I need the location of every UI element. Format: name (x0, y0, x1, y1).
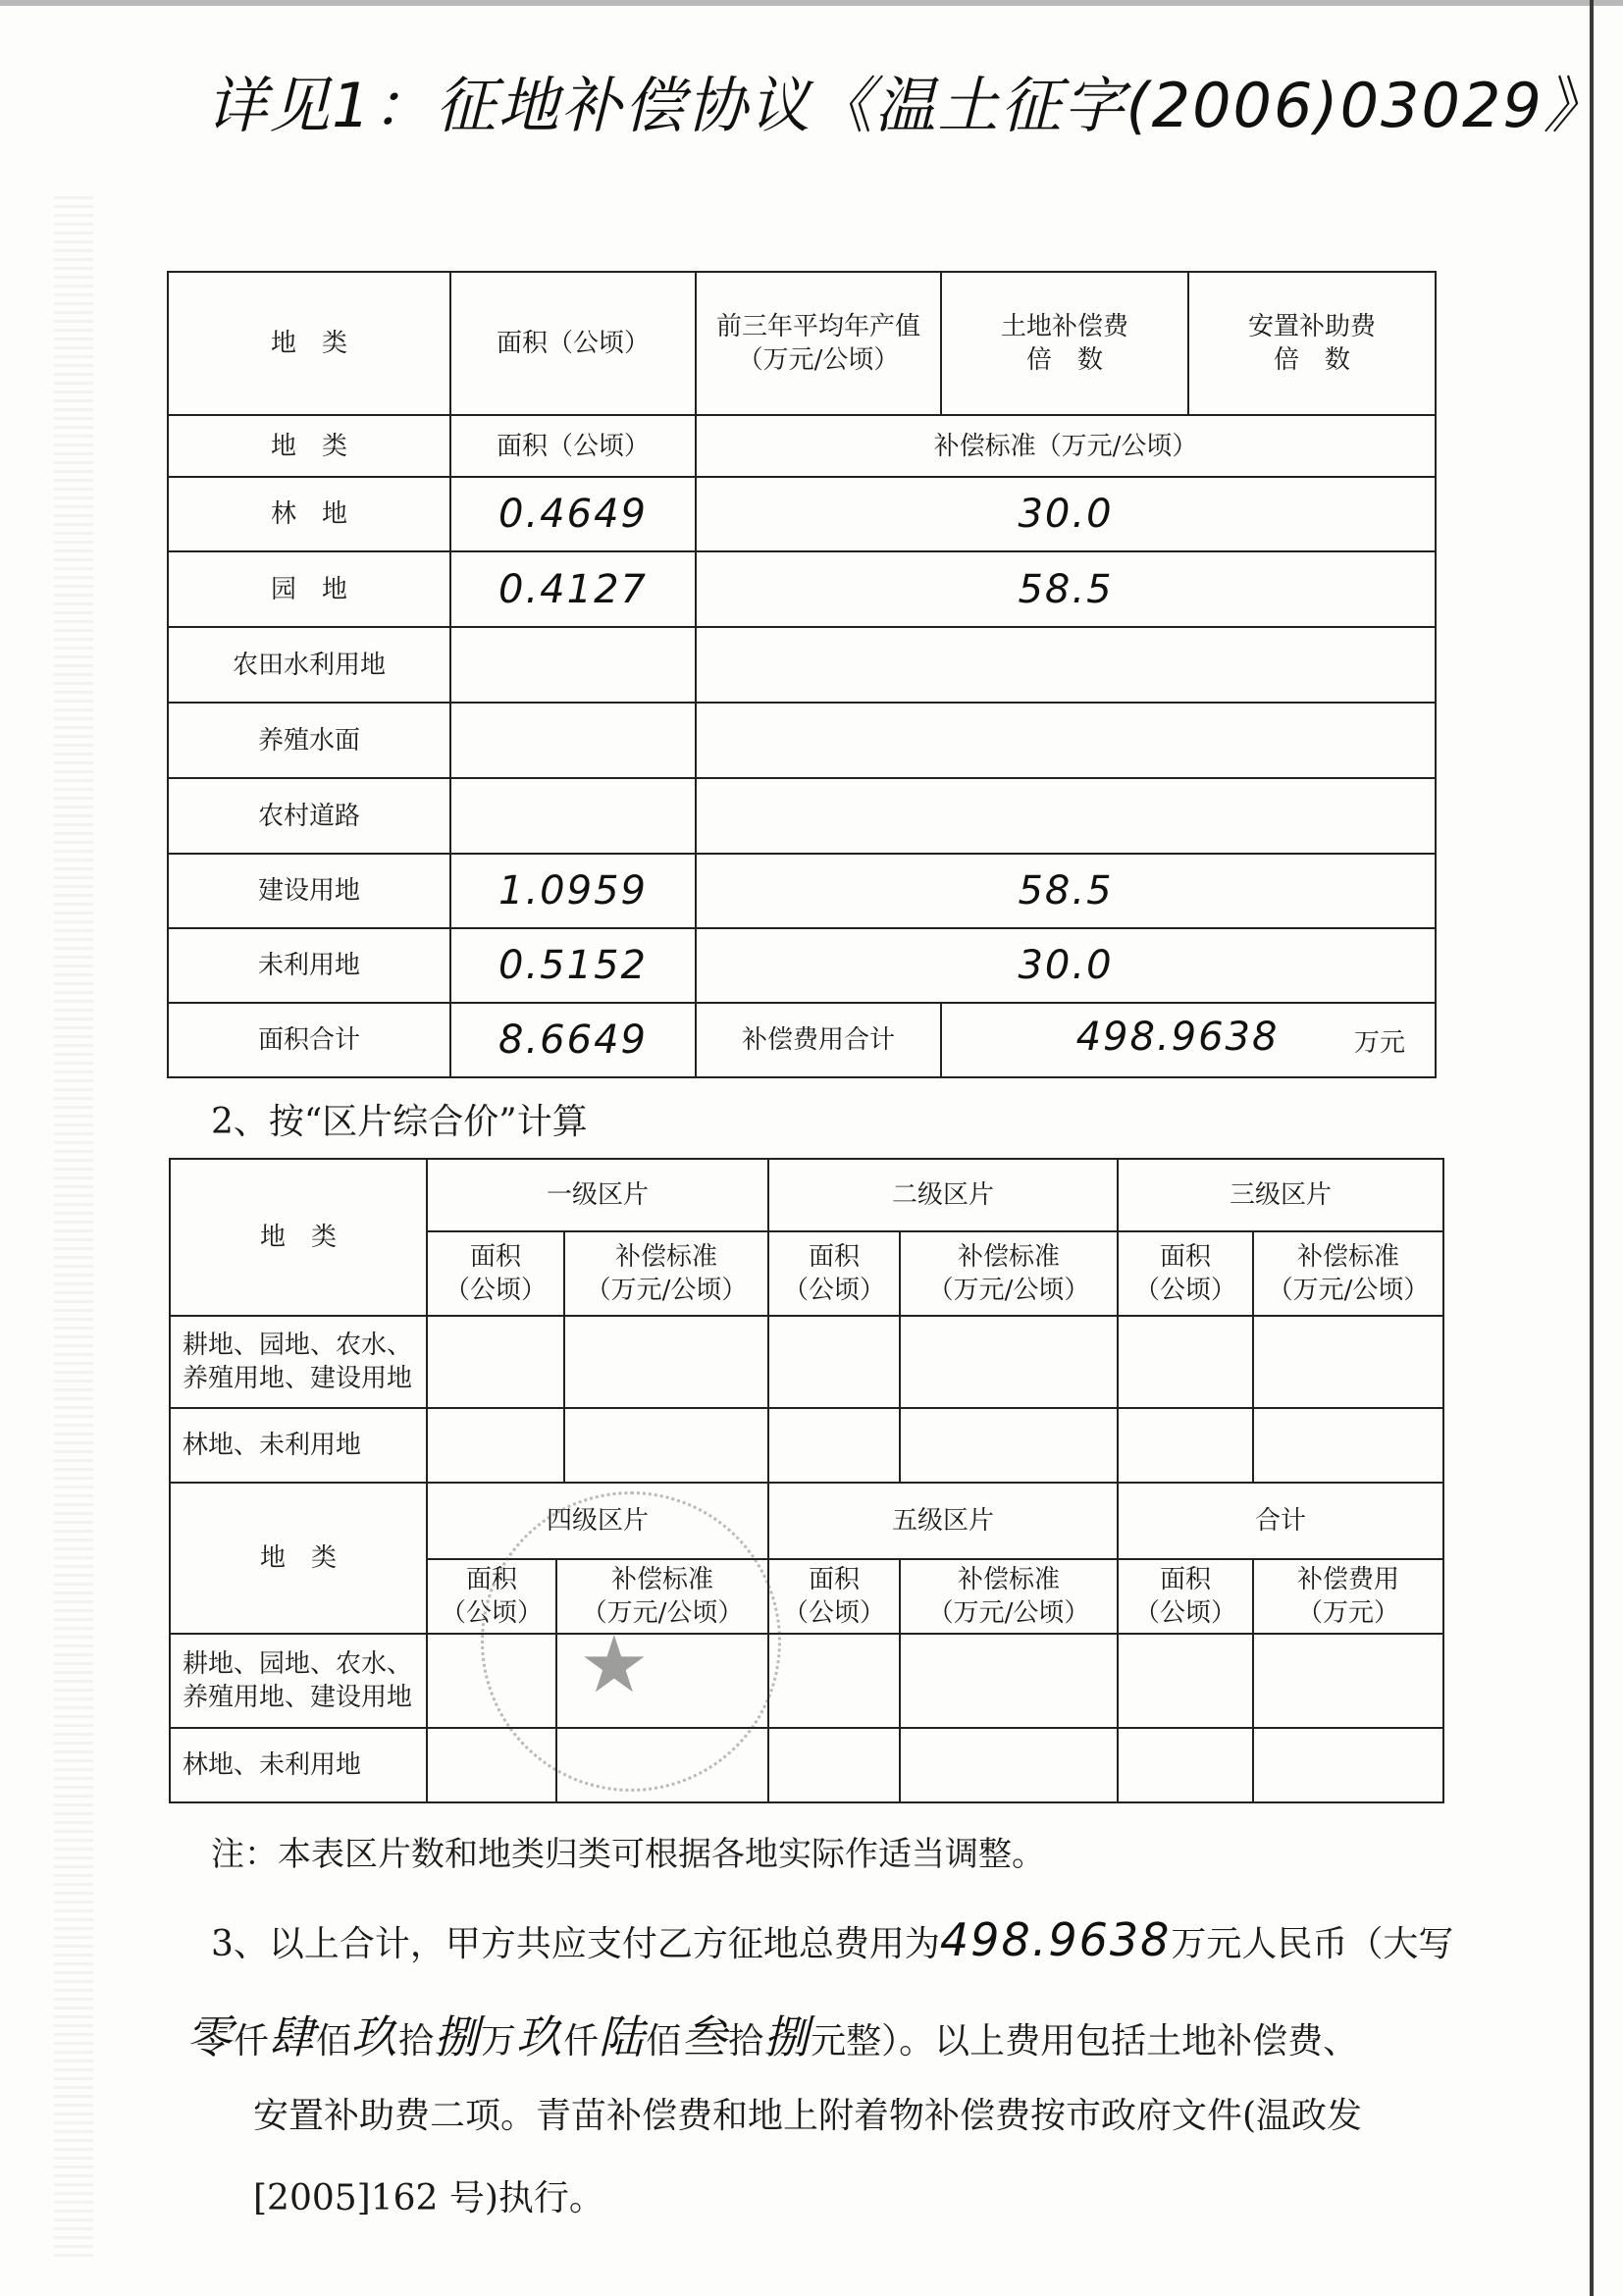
row-land-type: 未利用地 (168, 928, 450, 1003)
total-row (168, 1003, 1436, 1077)
table-row (170, 1634, 1443, 1728)
table-row (168, 551, 1436, 627)
row-land-type: 林 地 (168, 477, 450, 551)
total-cost-unit: 万元 (1353, 1028, 1405, 1058)
total-amount-handwritten: 498.9638 (939, 1913, 1172, 1966)
table-row (168, 477, 1436, 551)
row-land-type: 农田水利用地 (168, 627, 450, 703)
table-row (170, 1316, 1443, 1408)
t3-std-h: 补偿标准 （万元/公顷） (556, 1559, 768, 1634)
row-standard: 58.5 (696, 854, 1436, 928)
table-note: 注：本表区片数和地类归类可根据各地实际作适当调整。 (211, 1835, 1045, 1874)
row-standard: 30.0 (696, 928, 1436, 1003)
t3-area-h: 面积 （公顷） (768, 1559, 900, 1634)
total-cost-cell (941, 1003, 1436, 1077)
t3-area-h: 面积 （公顷） (427, 1559, 556, 1634)
header-resettle-multiple: 安置补助费 倍 数 (1188, 272, 1436, 415)
t3-area-h: 面积 （公顷） (1118, 1559, 1253, 1634)
seal-star-icon: ★ (579, 1619, 650, 1710)
zone-price-table-2 (169, 1482, 1444, 1803)
table-row (170, 1408, 1443, 1483)
t2-std-h: 补偿标准 （万元/公顷） (900, 1231, 1118, 1316)
table-row (168, 703, 1436, 778)
row-area: 0.4649 (450, 477, 696, 551)
total-area-label: 面积合计 (168, 1003, 450, 1077)
paragraph-3-line-1: 3、以上合计，甲方共应支付乙方征地总费用为498.9638万元人民币（大写 (211, 1913, 1454, 1966)
row-standard: 30.0 (696, 477, 1436, 551)
row-land-type: 建设用地 (168, 854, 450, 928)
table-row (168, 928, 1436, 1003)
header-area: 面积（公顷） (450, 272, 696, 415)
row-area: 0.5152 (450, 928, 696, 1003)
row-standard: 58.5 (696, 551, 1436, 627)
t2-area-h: 面积 （公顷） (768, 1231, 900, 1316)
row-area: 0.4127 (450, 551, 696, 627)
t2-std-h: 补偿标准 （万元/公顷） (564, 1231, 768, 1316)
t3-land-type: 地 类 (170, 1483, 427, 1634)
scan-speckle (54, 196, 93, 2257)
t3-zone4: 四级区片 (427, 1483, 768, 1559)
t2-std-h: 补偿标准 （万元/公顷） (1253, 1231, 1443, 1316)
compensation-table-1 (167, 271, 1437, 1078)
paragraph-3-line-2: 零仟肆佰玖拾捌万玖仟陆佰叁拾捌元整）。以上费用包括土地补偿费、 (186, 2010, 1359, 2063)
t3-row1-label: 耕地、园地、农水、 养殖用地、建设用地 (170, 1634, 427, 1728)
t2-land-type: 地 类 (170, 1159, 427, 1316)
t2-area-h: 面积 （公顷） (1118, 1231, 1253, 1316)
row-land-type: 农村道路 (168, 778, 450, 854)
row-standard (696, 703, 1436, 778)
t2-zone2: 二级区片 (768, 1159, 1118, 1231)
row-area (450, 627, 696, 703)
paragraph-3-line-3: 安置补助费二项。青苗补偿费和地上附着物补偿费按市政府文件(温政发 (253, 2096, 1363, 2136)
subheader-area: 面积（公顷） (450, 415, 696, 477)
header-land-comp-multiple: 土地补偿费 倍 数 (941, 272, 1188, 415)
subheader-standard: 补偿标准（万元/公顷） (696, 415, 1436, 477)
t3-std-h: 补偿标准 （万元/公顷） (900, 1559, 1118, 1634)
t3-total: 合计 (1118, 1483, 1443, 1559)
t3-zone5: 五级区片 (768, 1483, 1118, 1559)
subheader-land-type: 地 类 (168, 415, 450, 477)
table-row (168, 778, 1436, 854)
row-area (450, 778, 696, 854)
paragraph-3-line-4: [2005]162 号)执行。 (253, 2178, 604, 2218)
t2-row1-label: 耕地、园地、农水、 养殖用地、建设用地 (170, 1316, 427, 1408)
t2-row2-label: 林地、未利用地 (170, 1408, 427, 1483)
header-land-type: 地 类 (168, 272, 450, 415)
t2-zone3: 三级区片 (1118, 1159, 1443, 1231)
section-2-title: 2、按“区片综合价”计算 (211, 1102, 588, 1142)
t3-cost-h: 补偿费用 （万元） (1253, 1559, 1443, 1634)
scan-right-edge (1590, 0, 1594, 2296)
total-cost-label: 补偿费用合计 (696, 1003, 941, 1077)
t2-area-h: 面积 （公顷） (427, 1231, 564, 1316)
row-standard (696, 778, 1436, 854)
zone-price-table-1 (169, 1158, 1444, 1484)
handwritten-heading: 详见1：征地补偿协议《温土征字(2006)03029》 (206, 70, 1606, 141)
row-land-type: 园 地 (168, 551, 450, 627)
table-row (170, 1728, 1443, 1802)
table-row (168, 627, 1436, 703)
row-land-type: 养殖水面 (168, 703, 450, 778)
total-cost-value: 498.9638 (1075, 1015, 1280, 1060)
row-area (450, 703, 696, 778)
t2-zone1: 一级区片 (427, 1159, 768, 1231)
row-standard (696, 627, 1436, 703)
scan-top-edge (0, 0, 1623, 6)
table-row (168, 854, 1436, 928)
row-area: 1.0959 (450, 854, 696, 928)
total-area-value: 8.6649 (450, 1003, 696, 1077)
header-avg-value: 前三年平均年产值 （万元/公顷） (696, 272, 941, 415)
t3-row2-label: 林地、未利用地 (170, 1728, 427, 1802)
